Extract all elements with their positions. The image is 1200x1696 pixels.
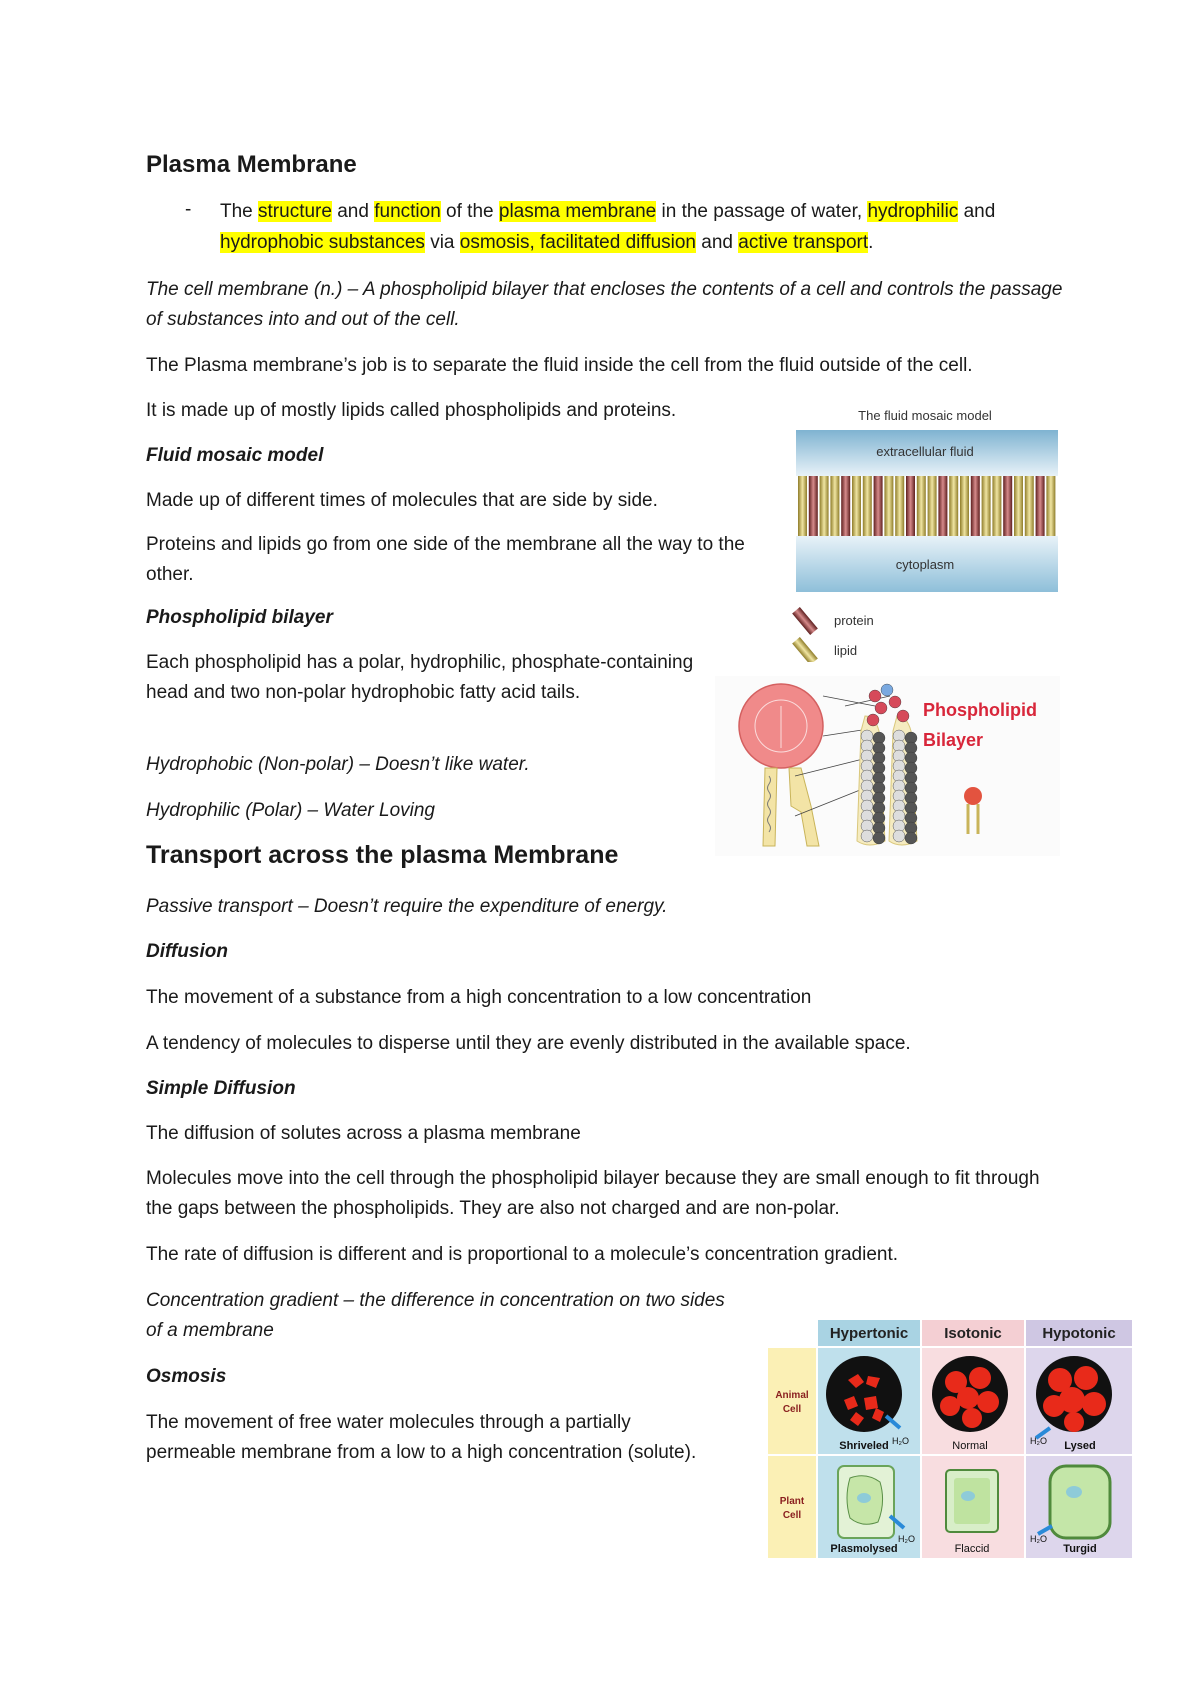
highlighted-term: plasma membrane — [498, 201, 657, 222]
definition-passive-transport: Passive transport – Doesn’t require the expenditure of energy. — [146, 896, 668, 917]
water-label: H₂O — [1030, 1436, 1047, 1446]
lipid-legend-swatch — [792, 637, 818, 662]
section-heading-plasma-membrane: Plasma Membrane — [146, 151, 357, 178]
lipid-column — [863, 476, 872, 536]
lipid-column — [1014, 476, 1023, 536]
column-isotonic: Isotonic — [944, 1325, 1002, 1342]
subheading-diffusion: Diffusion — [146, 941, 228, 962]
label-normal: Normal — [952, 1440, 988, 1452]
lipid-column — [949, 476, 958, 536]
bullet-text: and — [958, 201, 996, 222]
definition-hydrophilic: Hydrophilic (Polar) – Water Loving — [146, 800, 435, 821]
paragraph-rate-of-diffusion: The rate of diffusion is different and is proportional to a molecule’s concentration gradient. — [146, 1244, 899, 1265]
bullet-learning-objective — [220, 196, 1050, 258]
figure-tonicity-table — [768, 1320, 1132, 1558]
water-label: H₂O — [892, 1436, 909, 1446]
bilayer-title-line2: Bilayer — [923, 730, 984, 750]
bullet-text: and — [331, 201, 375, 222]
lipid-column — [830, 476, 839, 536]
protein-column — [809, 476, 818, 536]
bullet-text: . — [868, 232, 874, 253]
label-flaccid: Flaccid — [954, 1543, 990, 1555]
paragraph-diffusion-1: The movement of a substance from a high concentration to a low concentration — [146, 987, 812, 1008]
highlighted-term: function — [374, 201, 441, 222]
lipid-column — [928, 476, 937, 536]
lipid-column — [982, 476, 991, 536]
highlighted-term: hydrophobic substances — [220, 232, 425, 253]
protein-column — [841, 476, 850, 536]
atom — [905, 832, 917, 844]
atom — [875, 702, 887, 714]
figure-fluid-mosaic-model — [790, 406, 1060, 662]
lipid-column — [917, 476, 926, 536]
row-animal-cell-line1: Animal — [775, 1390, 809, 1401]
membrane-stripes — [798, 476, 1055, 536]
lipid-column — [852, 476, 861, 536]
atom — [867, 714, 879, 726]
lipid-column — [884, 476, 893, 536]
row-plant-cell-line1: Plant — [779, 1496, 805, 1507]
definition-concentration-gradient: Concentration gradient – the difference in concentration on two sides of a membrane — [146, 1290, 725, 1341]
label-lysed: Lysed — [1064, 1440, 1096, 1452]
bullet-text: in the passage of water, — [656, 201, 868, 222]
lipid-column — [895, 476, 904, 536]
figure-phospholipid-bilayer — [715, 676, 1060, 856]
bullet-text: and — [696, 232, 739, 253]
lipid-legend-label: lipid — [834, 643, 858, 658]
paragraph-simple-diffusion-1: The diffusion of solutes across a plasma membrane — [146, 1123, 581, 1144]
bullet-text: The — [220, 201, 259, 222]
protein-legend-label: protein — [834, 613, 874, 628]
atom — [869, 690, 881, 702]
label-turgid: Turgid — [1063, 1543, 1097, 1555]
column-hypotonic: Hypotonic — [1042, 1325, 1116, 1342]
section-heading-transport: Transport across the plasma Membrane — [146, 841, 619, 869]
paragraph-simple-diffusion-2: Molecules move into the cell through the phospholipid bilayer because they are small enough to fit through the gaps between the phospholipids. They are also not charged and are non-polar. — [146, 1168, 1040, 1219]
protein-column — [971, 476, 980, 536]
paragraph-membrane-job: The Plasma membrane’s job is to separate the fluid inside the cell from the fluid outside of the cell. — [146, 355, 973, 376]
small-phospholipid-head-icon — [964, 787, 982, 805]
bullet-text: via — [424, 232, 460, 253]
paragraph-diffusion-2: A tendency of molecules to disperse until they are evenly distributed in the available space. — [146, 1033, 911, 1054]
highlighted-term: structure — [258, 201, 332, 222]
protein-column — [906, 476, 915, 536]
subheading-osmosis: Osmosis — [146, 1366, 227, 1387]
paragraph-made-of: It is made up of mostly lipids called phospholipids and proteins. — [146, 400, 677, 421]
label-shriveled: Shriveled — [839, 1440, 889, 1452]
paragraph-each-phospholipid: Each phospholipid has a polar, hydrophilic, phosphate-containing head and two non-polar hydrophobic fatty acid tails. — [146, 652, 694, 703]
paragraph-side-by-side: Made up of different times of molecules that are side by side. — [146, 490, 658, 511]
paragraph-proteins-lipids: Proteins and lipids go from one side of the membrane all the way to the other. — [146, 534, 745, 585]
definition-cell-membrane: The cell membrane (n.) – A phospholipid bilayer that encloses the contents of a cell and controls the passage of substances into and out of the cell. — [146, 279, 1063, 330]
label-plasmolysed: Plasmolysed — [830, 1543, 898, 1555]
atom — [889, 696, 901, 708]
row-animal-cell-line2: Cell — [782, 1404, 802, 1415]
subheading-simple-diffusion: Simple Diffusion — [146, 1078, 296, 1099]
bilayer-title-line1: Phospholipid — [923, 700, 1037, 720]
row-plant-cell-line2: Cell — [782, 1510, 802, 1521]
protein-column — [1003, 476, 1012, 536]
protein-column — [938, 476, 947, 536]
column-hypertonic: Hypertonic — [829, 1325, 909, 1342]
water-label: H₂O — [1030, 1534, 1047, 1544]
paragraph-osmosis: The movement of free water molecules through a partially permeable membrane from a low to a high concentration (solute). — [146, 1412, 697, 1463]
subheading-fluid-mosaic-model: Fluid mosaic model — [146, 445, 324, 466]
definition-hydrophobic: Hydrophobic (Non-polar) – Doesn’t like water. — [146, 754, 530, 775]
lipid-column — [798, 476, 807, 536]
subheading-phospholipid-bilayer: Phospholipid bilayer — [146, 607, 333, 628]
lipid-column — [1046, 476, 1055, 536]
lipid-column — [992, 476, 1001, 536]
protein-legend-swatch — [792, 607, 818, 635]
atom — [873, 832, 885, 844]
protein-column — [874, 476, 883, 536]
extracellular-fluid-label: extracellular fluid — [876, 444, 974, 459]
highlighted-term: osmosis, facilitated diffusion — [459, 232, 696, 253]
lipid-column — [1025, 476, 1034, 536]
atom — [881, 684, 893, 696]
lipid-column — [820, 476, 829, 536]
water-label: H₂O — [898, 1534, 915, 1544]
protein-column — [1036, 476, 1045, 536]
atom — [893, 830, 905, 842]
turgid-cell-icon — [1050, 1466, 1110, 1538]
lipid-column — [960, 476, 969, 536]
highlighted-term: active transport — [738, 232, 869, 253]
fluid-mosaic-title: The fluid mosaic model — [858, 408, 992, 423]
cytoplasm-label: cytoplasm — [895, 557, 955, 572]
atom — [897, 710, 909, 722]
highlighted-term: hydrophilic — [867, 201, 959, 222]
bullet-dash: - — [185, 199, 192, 220]
atom — [861, 830, 873, 842]
bullet-text: of the — [440, 201, 499, 222]
